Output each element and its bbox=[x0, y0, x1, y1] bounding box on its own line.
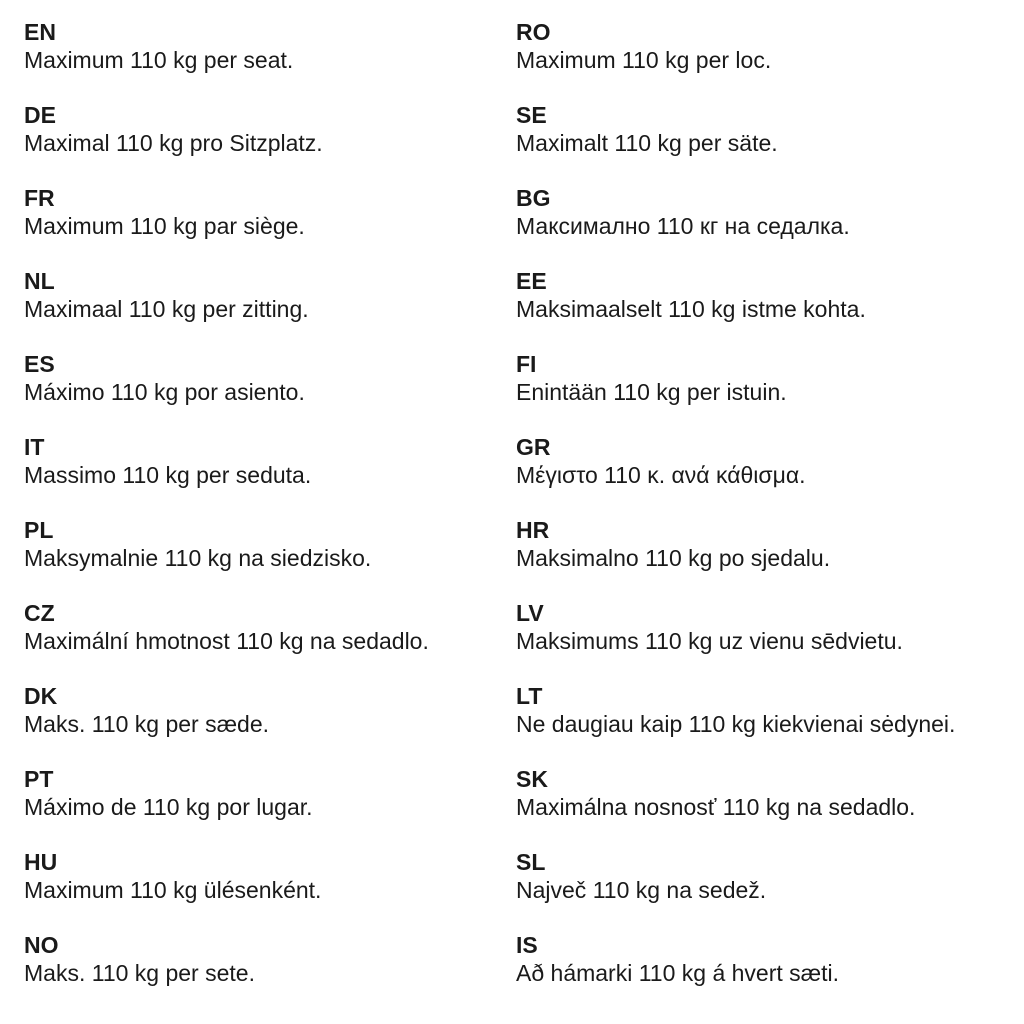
instruction-text: Maks. 110 kg per sete. bbox=[24, 960, 255, 986]
language-code: RO bbox=[516, 19, 551, 45]
language-entry-hr bbox=[516, 516, 1008, 572]
language-code: FR bbox=[24, 185, 55, 211]
language-code: HR bbox=[516, 517, 550, 543]
language-entry-nl bbox=[24, 267, 516, 323]
instruction-text: Maksimaalselt 110 kg istme kohta. bbox=[516, 296, 866, 322]
language-code: HU bbox=[24, 849, 58, 875]
instruction-text: Maksymalnie 110 kg na siedzisko. bbox=[24, 545, 372, 571]
language-code: LT bbox=[516, 683, 543, 709]
language-code: PL bbox=[24, 517, 54, 543]
language-entry-de bbox=[24, 101, 516, 157]
language-code: SK bbox=[516, 766, 548, 792]
instruction-text: Maksimalno 110 kg po sjedalu. bbox=[516, 545, 831, 571]
language-code: IT bbox=[24, 434, 45, 460]
language-code: PT bbox=[24, 766, 54, 792]
language-entry-cz bbox=[24, 599, 516, 655]
language-code: CZ bbox=[24, 600, 55, 626]
instruction-text: Maximum 110 kg per seat. bbox=[24, 47, 294, 73]
language-entry-sk bbox=[516, 765, 1008, 821]
instruction-text: Maximalt 110 kg per säte. bbox=[516, 130, 778, 156]
language-entry-lt bbox=[516, 682, 1008, 738]
language-code: LV bbox=[516, 600, 544, 626]
instruction-text: Enintään 110 kg per istuin. bbox=[516, 379, 787, 405]
instruction-text: Μέγιστο 110 κ. ανά κάθισμα. bbox=[516, 462, 806, 488]
language-entry-fr bbox=[24, 184, 516, 240]
instruction-text: Að hámarki 110 kg á hvert sæti. bbox=[516, 960, 839, 986]
language-entry-bg bbox=[516, 184, 1008, 240]
instruction-text: Maksimums 110 kg uz vienu sēdvietu. bbox=[516, 628, 903, 654]
language-entry-hu bbox=[24, 848, 516, 904]
instruction-text: Máximo de 110 kg por lugar. bbox=[24, 794, 313, 820]
instruction-text: Máximo 110 kg por asiento. bbox=[24, 379, 305, 405]
left-column bbox=[24, 18, 516, 1014]
instruction-text: Максимално 110 кг на седалка. bbox=[516, 213, 850, 239]
language-entry-lv bbox=[516, 599, 1008, 655]
instruction-text: Maximální hmotnost 110 kg na sedadlo. bbox=[24, 628, 429, 654]
instruction-text: Največ 110 kg na sedež. bbox=[516, 877, 767, 903]
language-entry-pl bbox=[24, 516, 516, 572]
language-code: DK bbox=[24, 683, 58, 709]
right-column bbox=[516, 18, 1008, 1014]
language-code: DE bbox=[24, 102, 56, 128]
language-entry-fi bbox=[516, 350, 1008, 406]
language-entry-dk bbox=[24, 682, 516, 738]
language-code: ES bbox=[24, 351, 55, 377]
language-code: EE bbox=[516, 268, 547, 294]
instruction-text: Maks. 110 kg per sæde. bbox=[24, 711, 270, 737]
instruction-text: Maximum 110 kg ülésenként. bbox=[24, 877, 322, 903]
instruction-text: Maximal 110 kg pro Sitzplatz. bbox=[24, 130, 323, 156]
language-code: NO bbox=[24, 932, 59, 958]
instruction-text: Maximaal 110 kg per zitting. bbox=[24, 296, 309, 322]
language-code: IS bbox=[516, 932, 538, 958]
language-code: SL bbox=[516, 849, 546, 875]
instruction-text: Maximum 110 kg par siège. bbox=[24, 213, 305, 239]
language-entry-sl bbox=[516, 848, 1008, 904]
language-entry-es bbox=[24, 350, 516, 406]
language-code: FI bbox=[516, 351, 537, 377]
instruction-text: Ne daugiau kaip 110 kg kiekvienai sėdynei. bbox=[516, 711, 956, 737]
language-entry-se bbox=[516, 101, 1008, 157]
language-code: EN bbox=[24, 19, 56, 45]
language-entry-is bbox=[516, 931, 1008, 987]
language-code: SE bbox=[516, 102, 547, 128]
language-entry-pt bbox=[24, 765, 516, 821]
language-entry-en bbox=[24, 18, 516, 74]
instruction-text: Maximálna nosnosť 110 kg na sedadlo. bbox=[516, 794, 916, 820]
language-entry-gr bbox=[516, 433, 1008, 489]
language-code: GR bbox=[516, 434, 551, 460]
language-entry-ee bbox=[516, 267, 1008, 323]
language-entry-ro bbox=[516, 18, 1008, 74]
instruction-text: Maximum 110 kg per loc. bbox=[516, 47, 772, 73]
language-code: BG bbox=[516, 185, 551, 211]
instruction-text: Massimo 110 kg per seduta. bbox=[24, 462, 312, 488]
language-entry-it bbox=[24, 433, 516, 489]
language-code: NL bbox=[24, 268, 55, 294]
language-entry-no bbox=[24, 931, 516, 987]
